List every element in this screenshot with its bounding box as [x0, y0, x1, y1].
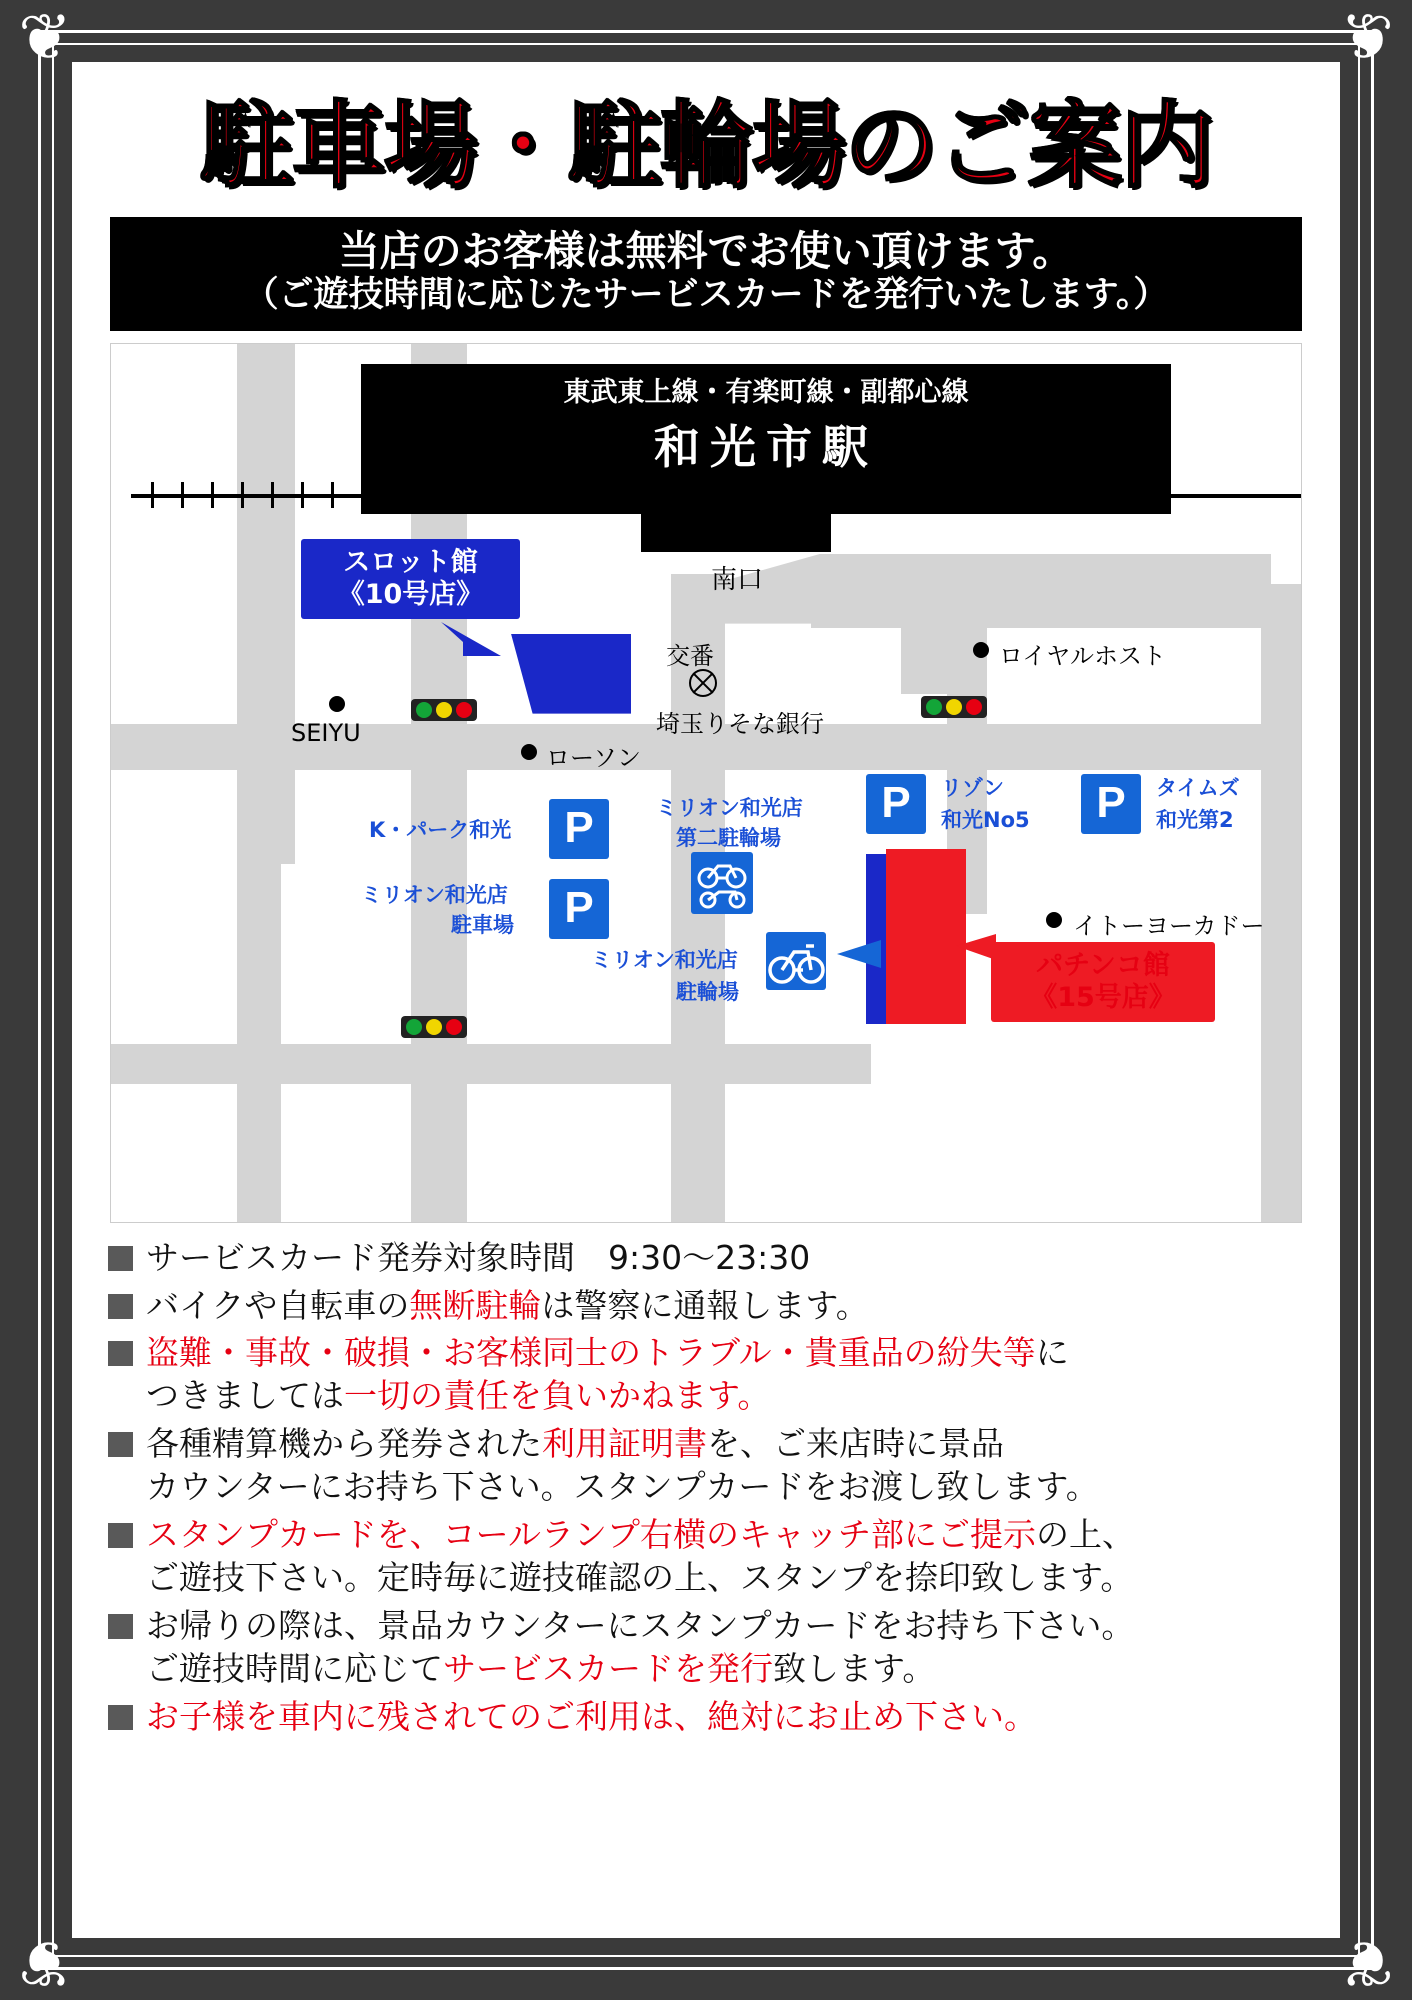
banner-line-1: 当店のお客様は無料でお使い頂けます。: [338, 227, 1074, 275]
rail-tie: [271, 482, 274, 508]
label-million-bike2-l2: 第二駐輪場: [676, 825, 781, 850]
label-koban: 交番: [666, 641, 714, 670]
note-segment: お帰りの際は、景品カウンターにスタンプカードをお持ち下さい。: [146, 1605, 1135, 1645]
pachinko-callout-arrow-icon: [956, 934, 1016, 974]
note-item: [108, 1514, 1310, 1600]
label-ito-yokado: イトーヨーカドー: [1073, 911, 1265, 940]
note-text: [146, 1285, 1310, 1328]
note-item: [108, 1285, 1310, 1328]
bullet-icon: [108, 1432, 133, 1457]
free-use-banner: [110, 217, 1302, 331]
corner-flourish-icon: ❦: [1340, 1925, 1394, 1999]
rail-tie: [181, 482, 184, 508]
note-item: [108, 1696, 1310, 1739]
callout-slot-shop: [301, 539, 520, 620]
label-million-parking-l2: 駐車場: [451, 912, 514, 937]
station-box: [361, 364, 1171, 514]
note-item: [108, 1605, 1310, 1691]
corner-flourish-icon: ❦: [18, 1925, 72, 1999]
note-segment: を、ご来店時に景品: [707, 1424, 1004, 1464]
rail-tie: [151, 482, 154, 508]
station-exit-stub: [641, 512, 831, 552]
note-segment-highlight: 利用証明書: [542, 1424, 707, 1464]
note-segment: サービスカード発券対象時間 9:30〜23:30: [146, 1237, 811, 1277]
bullet-icon: [108, 1294, 133, 1319]
note-segment-highlight: サービスカードを発行: [443, 1648, 773, 1688]
note-subline: [146, 1648, 1310, 1691]
bullet-icon: [108, 1341, 133, 1366]
note-text: [146, 1605, 1310, 1691]
note-segment: つきましては: [146, 1376, 344, 1416]
note-segment: 致します。: [773, 1648, 936, 1688]
bullet-icon: [108, 1614, 133, 1639]
rail-tie: [301, 482, 304, 508]
parking-sign-million: P: [549, 879, 609, 939]
note-item: [108, 1237, 1310, 1280]
traffic-signal-icon: [921, 696, 987, 718]
note-segment-highlight: 無断駐輪: [409, 1285, 542, 1325]
area-map: [110, 343, 1302, 1223]
note-segment: 各種精算機から発券された: [146, 1424, 542, 1464]
bicycle-icon: [766, 932, 826, 990]
note-segment: バイクや自転車の: [146, 1285, 410, 1325]
road-vertical-left-lower: [237, 744, 281, 1223]
seiyu-dot-icon: [329, 696, 345, 712]
note-item: [108, 1332, 1310, 1418]
label-million-bike2-l1: ミリオン和光店: [656, 795, 803, 820]
rail-tie: [241, 482, 244, 508]
label-rizon-l1: リゾン: [941, 775, 1004, 800]
traffic-signal-icon: [411, 699, 477, 721]
label-times-l1: タイムズ: [1156, 775, 1240, 800]
station-lines: 東武東上線・有楽町線・副都心線: [563, 376, 969, 408]
note-text: [146, 1696, 1310, 1739]
bicycle-parking-sign-2: [691, 852, 753, 914]
note-segment: に: [1035, 1333, 1069, 1373]
label-lawson: ローソン: [546, 743, 642, 772]
label-million-bike-l2: 駐輪場: [676, 979, 739, 1004]
label-rizon-l2: 和光No5: [941, 807, 1030, 832]
bullet-icon: [108, 1705, 133, 1730]
banner-line-2: （ご遊技時間に応じたサービスカードを発行いたします。）: [243, 275, 1169, 316]
ito-yokado-dot-icon: [1046, 912, 1062, 928]
parking-sign-times: P: [1081, 774, 1141, 834]
note-segment: の上、: [1036, 1515, 1136, 1555]
lawson-dot-icon: [521, 744, 537, 760]
slot-callout-arrow-icon: [441, 622, 561, 692]
pachinko-shop-building: [886, 849, 966, 1024]
page-title: 駐車場・駐輪場のご案内: [199, 92, 1212, 201]
traffic-signal-icon: [401, 1016, 467, 1038]
bike-parking-arrow-icon: [821, 936, 881, 976]
note-text: [146, 1423, 1310, 1509]
poster-content: [72, 62, 1340, 1938]
rail-tie: [331, 482, 334, 508]
royal-host-dot-icon: [973, 642, 989, 658]
note-subline: [146, 1466, 1310, 1509]
label-south-exit: 南口: [711, 564, 764, 595]
note-segment-highlight: 盗難・事故・破損・お客様同士のトラブル・貴重品の紛失等: [146, 1333, 1036, 1373]
corner-flourish-icon: ❦: [18, 1, 72, 75]
bicycle-parking-sign-1: [766, 932, 826, 990]
parking-sign-k-park: P: [549, 799, 609, 859]
callout-pachinko-shop: [991, 942, 1215, 1023]
note-text: [146, 1237, 1310, 1280]
note-segment-highlight: スタンプカードを、コールランプ右横のキャッチ部にご提示: [146, 1515, 1037, 1555]
label-saitama-resona: 埼玉りそな銀行: [656, 709, 824, 738]
label-times-l2: 和光第2: [1156, 807, 1234, 832]
label-seiyu: SEIYU: [291, 718, 361, 747]
note-item: [108, 1423, 1310, 1509]
rail-tie: [211, 482, 214, 508]
bicycle-icon: [691, 852, 753, 914]
note-segment-highlight: 一切の責任を負いかねます。: [344, 1376, 771, 1416]
note-text: [146, 1332, 1310, 1418]
road-horizontal-upper-right: [811, 584, 1302, 628]
note-segment: ご遊技時間に応じて: [146, 1648, 443, 1688]
callout-slot-line2: 《10号店》: [337, 579, 484, 611]
callout-pachinko-line1: パチンコ館: [1036, 949, 1170, 981]
parking-sign-rizon: P: [866, 774, 926, 834]
callout-pachinko-line2: 《15号店》: [1030, 982, 1176, 1014]
koban-icon: [689, 669, 717, 697]
note-segment: は警察に通報します。: [541, 1285, 869, 1325]
label-million-bike-l1: ミリオン和光店: [591, 947, 738, 972]
bullet-icon: [108, 1523, 133, 1548]
note-segment: ご遊技下さい。定時毎に遊技確認の上、スタンプを捺印致します。: [146, 1557, 1134, 1597]
road-horizontal-lower: [111, 1044, 871, 1084]
notes-list: [108, 1237, 1310, 1739]
bullet-icon: [108, 1246, 133, 1271]
label-royal-host: ロイヤルホスト: [999, 641, 1167, 670]
note-subline: [146, 1557, 1310, 1600]
note-subline: [146, 1375, 1310, 1418]
note-segment-highlight: お子様を車内に残されてのご利用は、絶対にお止め下さい。: [146, 1696, 1037, 1736]
label-million-parking-l1: ミリオン和光店: [361, 882, 508, 907]
road-vertical-right: [1261, 584, 1302, 1223]
note-segment: カウンターにお持ち下さい。スタンプカードをお渡し致します。: [146, 1467, 1099, 1507]
corner-flourish-icon: ❦: [1340, 1, 1394, 75]
station-name: 和光市駅: [654, 419, 878, 474]
callout-slot-line1: スロット館: [343, 546, 478, 578]
note-text: [146, 1514, 1310, 1600]
label-k-park: K・パーク和光: [369, 817, 512, 842]
